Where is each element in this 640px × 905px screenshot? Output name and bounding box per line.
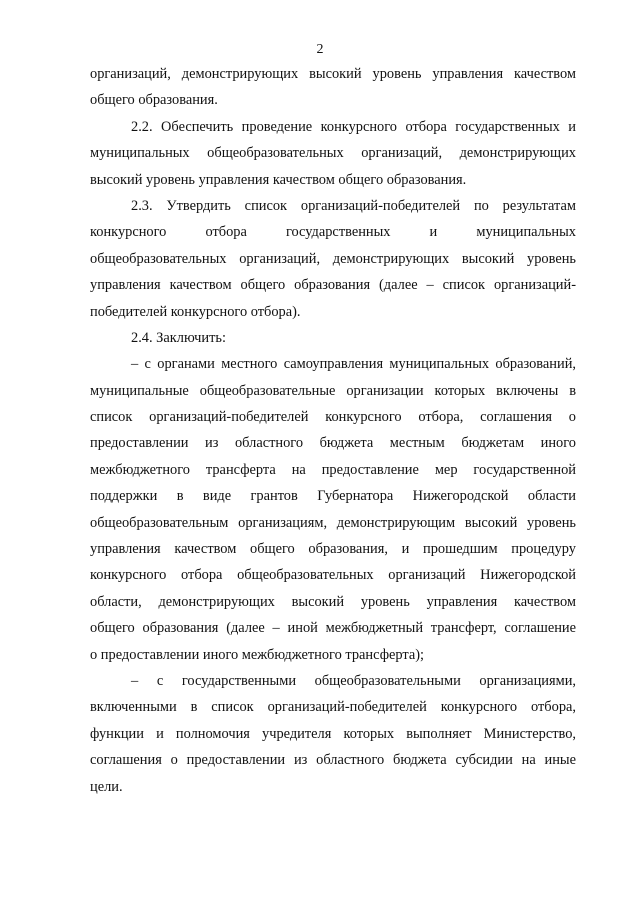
text-line: предоставлении из областного бюджета местным бюджетам иного xyxy=(90,435,576,452)
text-line: муниципальные общеобразовательные организации которых включены в xyxy=(90,382,576,399)
text-line: высокий уровень управления качеством общего образования. xyxy=(90,171,467,188)
text-line: общего образования. xyxy=(90,92,218,109)
text-line: список организаций-победителей конкурсного отбора, соглашения о xyxy=(90,409,576,426)
text-line: поддержки в виде грантов Губернатора Нижегородской области xyxy=(90,488,576,505)
paragraph-p5 xyxy=(90,668,576,800)
text-line: конкурсного отбора государственных и муниципальных xyxy=(90,224,576,241)
text-line: управления качеством общего образования, и прошедшим процедуру xyxy=(90,541,576,558)
text-line: цели. xyxy=(90,778,123,795)
document-body xyxy=(90,61,576,800)
paragraph-p4 xyxy=(90,351,576,668)
page-number: 2 xyxy=(316,42,324,57)
paragraph-p2 xyxy=(90,193,576,325)
text-line: о предоставлении иного межбюджетного трансферта); xyxy=(90,646,425,663)
text-line: муниципальных общеобразовательных организаций, демонстрирующих xyxy=(90,145,576,162)
text-line: общеобразовательным организациям, демонстрирующим высокий уровень xyxy=(90,514,576,531)
text-line: управления качеством общего образования (далее – список организаций- xyxy=(90,277,576,294)
paragraph-p3 xyxy=(90,325,576,351)
paragraph-p1 xyxy=(90,114,576,193)
text-line: – с органами местного самоуправления муниципальных образований, xyxy=(131,356,576,373)
text-line: победителей конкурсного отбора). xyxy=(90,303,301,320)
text-line: включенными в список организаций-победителей конкурсного отбора, xyxy=(90,699,576,716)
text-line: конкурсного отбора общеобразовательных организаций Нижегородской xyxy=(90,567,576,584)
text-line: общего образования (далее – иной межбюджетный трансферт, соглашение xyxy=(90,620,576,637)
text-line: межбюджетного трансферта на предоставление мер государственной xyxy=(90,461,576,478)
text-line: области, демонстрирующих высокий уровень управления качеством xyxy=(90,593,576,610)
text-line: функции и полномочия учредителя которых выполняет Министерство, xyxy=(90,725,576,742)
text-line: 2.4. Заключить: xyxy=(131,329,226,346)
text-line: соглашения о предоставлении из областного бюджета субсидии на иные xyxy=(90,752,576,769)
text-line: организаций, демонстрирующих высокий уровень управления качеством xyxy=(90,66,576,82)
text-line: 2.3. Утвердить список организаций-победителей по результатам xyxy=(131,197,576,214)
text-line: 2.2. Обеспечить проведение конкурсного отбора государственных и xyxy=(131,118,576,135)
text-line: общеобразовательных организаций, демонстрирующих высокий уровень xyxy=(90,250,576,267)
text-line: – с государственными общеобразовательными организациями, xyxy=(131,672,576,689)
paragraph-p0 xyxy=(90,61,576,114)
